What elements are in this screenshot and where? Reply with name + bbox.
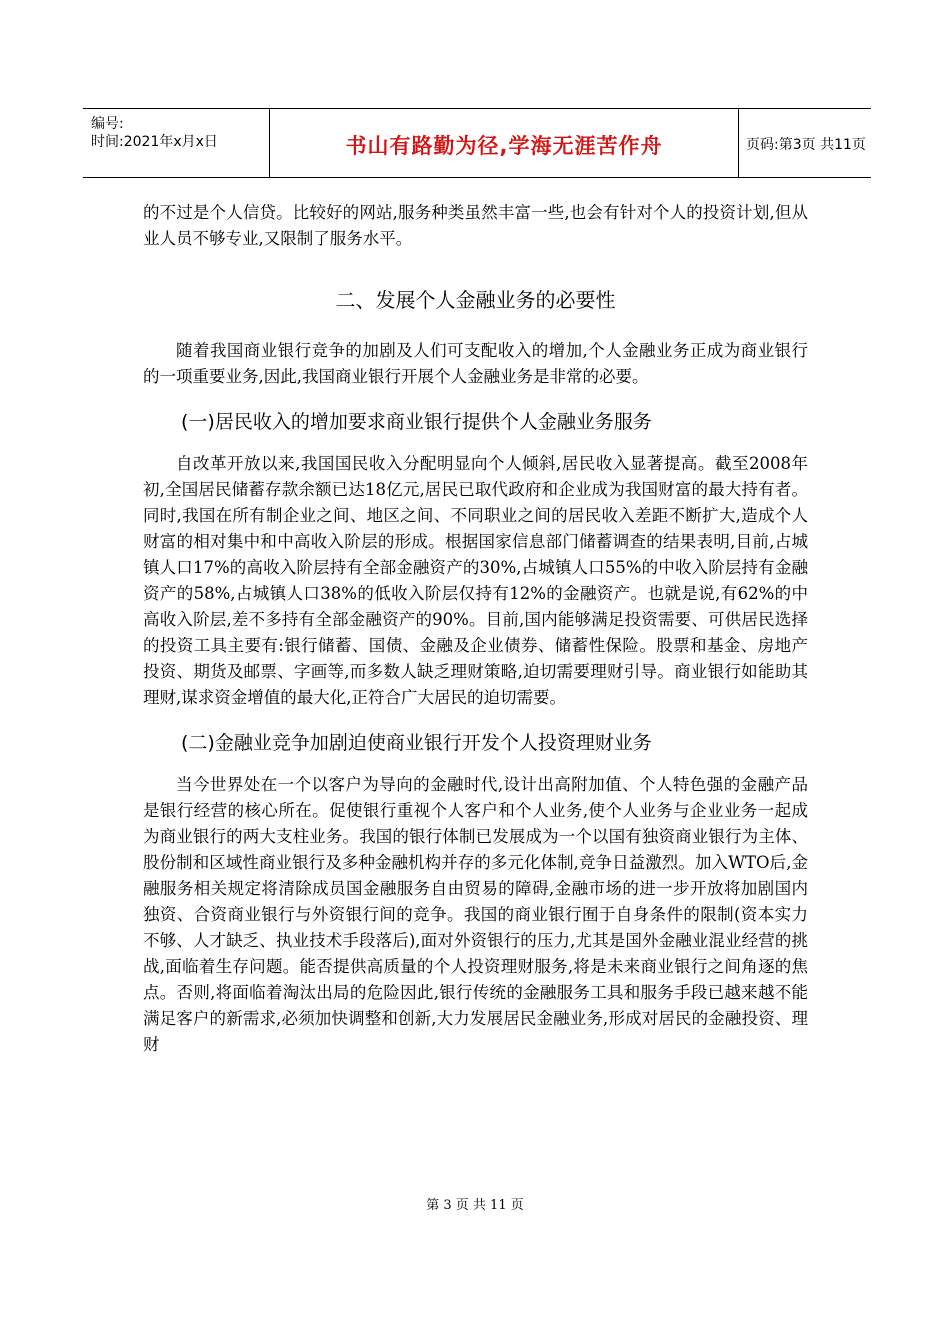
motto: 书山有路勤为径,学海无涯苦作舟 (345, 134, 663, 158)
document-body (143, 200, 808, 1058)
number-label: 编号: (91, 116, 124, 132)
subsection-paragraph-2: 当今世界处在一个以客户为导向的金融时代,设计出高附加值、个人特色强的金融产品是银行经营的核心所在。促使银行重视个人客户和个人业务,使个人业务与企业业务一起成为商业银行的两大支柱业务。我国的银行体制已发展成为一个以国有独资商业银行为主体、股份制和区域性商业银行及多种金融机构并存的多元化体制,竞争日益激烈。加入WTO后,金融服务相关规定将清除成员国金融服务自由贸易的障碍,金融市场的进一步开放将加剧国内独资、合资商业银行与外资银行间的竞争。我国的商业银行囿于自身条件的限制(资本实力不够、人才缺乏、执业技术手段落后),面对外资银行的压力,尤其是国外金融业混业经营的挑战,面临着生存问题。能否提供高质量的个人投资理财服务,将是未来商业银行之间角逐的焦点。否则,将面临着淘汰出局的危险因此,银行传统的金融服务工具和服务手段已越来越不能满足客户的新需求,必须加快调整和创新,大力发展居民金融业务,形成对居民的金融投资、理财 (143, 775, 808, 1054)
page-footer (0, 1194, 950, 1213)
header-page-cell (738, 109, 871, 177)
time-label: 时间:2021年x月x日 (91, 134, 218, 150)
section-title: 二、发展个人金融业务的必要性 (335, 288, 616, 312)
section-paragraph: 随着我国商业银行竞争的加剧及人们可支配收入的增加,个人金融业务正成为商业银行的一项重要业务,因此,我国商业银行开展个人金融业务是非常的必要。 (143, 341, 808, 386)
intro-paragraph: 的不过是个人信贷。比较好的网站,服务种类虽然丰富一些,也会有针对个人的投资计划,但从业人员不够专业,又限制了服务水平。 (143, 203, 808, 248)
document-header (83, 108, 871, 178)
header-motto-cell (269, 109, 739, 177)
header-meta-cell (83, 109, 269, 177)
footer-page-number: 第 3 页 共 11 页 (426, 1198, 524, 1213)
subsection-title-2: (二)金融业竞争加剧迫使商业银行开发个人投资理财业务 (181, 732, 652, 754)
subsection-title-1: (一)居民收入的增加要求商业银行提供个人金融业务服务 (181, 411, 652, 433)
subsection-paragraph-1: 自改革开放以来,我国国民收入分配明显向个人倾斜,居民收入显著提高。截至2008年初,全国居民储蓄存款余额已达18亿元,居民已取代政府和企业成为我国财富的最大持有者。同时,我国在所有制企业之间、地区之间、不同职业之间的居民收入差距不断扩大,造成个人财富的相对集中和中高收入阶层的形成。根据国家信息部门储蓄调查的结果表明,目前,占城镇人口17%的高收入阶层持有全部金融资产的30%,占城镇人口55%的中收入阶层持有金融资产的58%,占城镇人口38%的低收入阶层仅持有12%的金融资产。也就是说,有62%的中高收入阶层,差不多持有全部金融资产的90%。目前,国内能够满足投资需要、可供居民选择的投资工具主要有:银行储蓄、国债、金融及企业债券、储蓄性保险。股票和基金、房地产投资、期货及邮票、字画等,而多数人缺乏理财策略,迫切需要理财引导。商业银行如能助其理财,谋求资金增值的最大化,正符合广大居民的迫切需要。 (143, 454, 808, 707)
header-page-info: 页码:第3页 共11页 (746, 137, 866, 153)
